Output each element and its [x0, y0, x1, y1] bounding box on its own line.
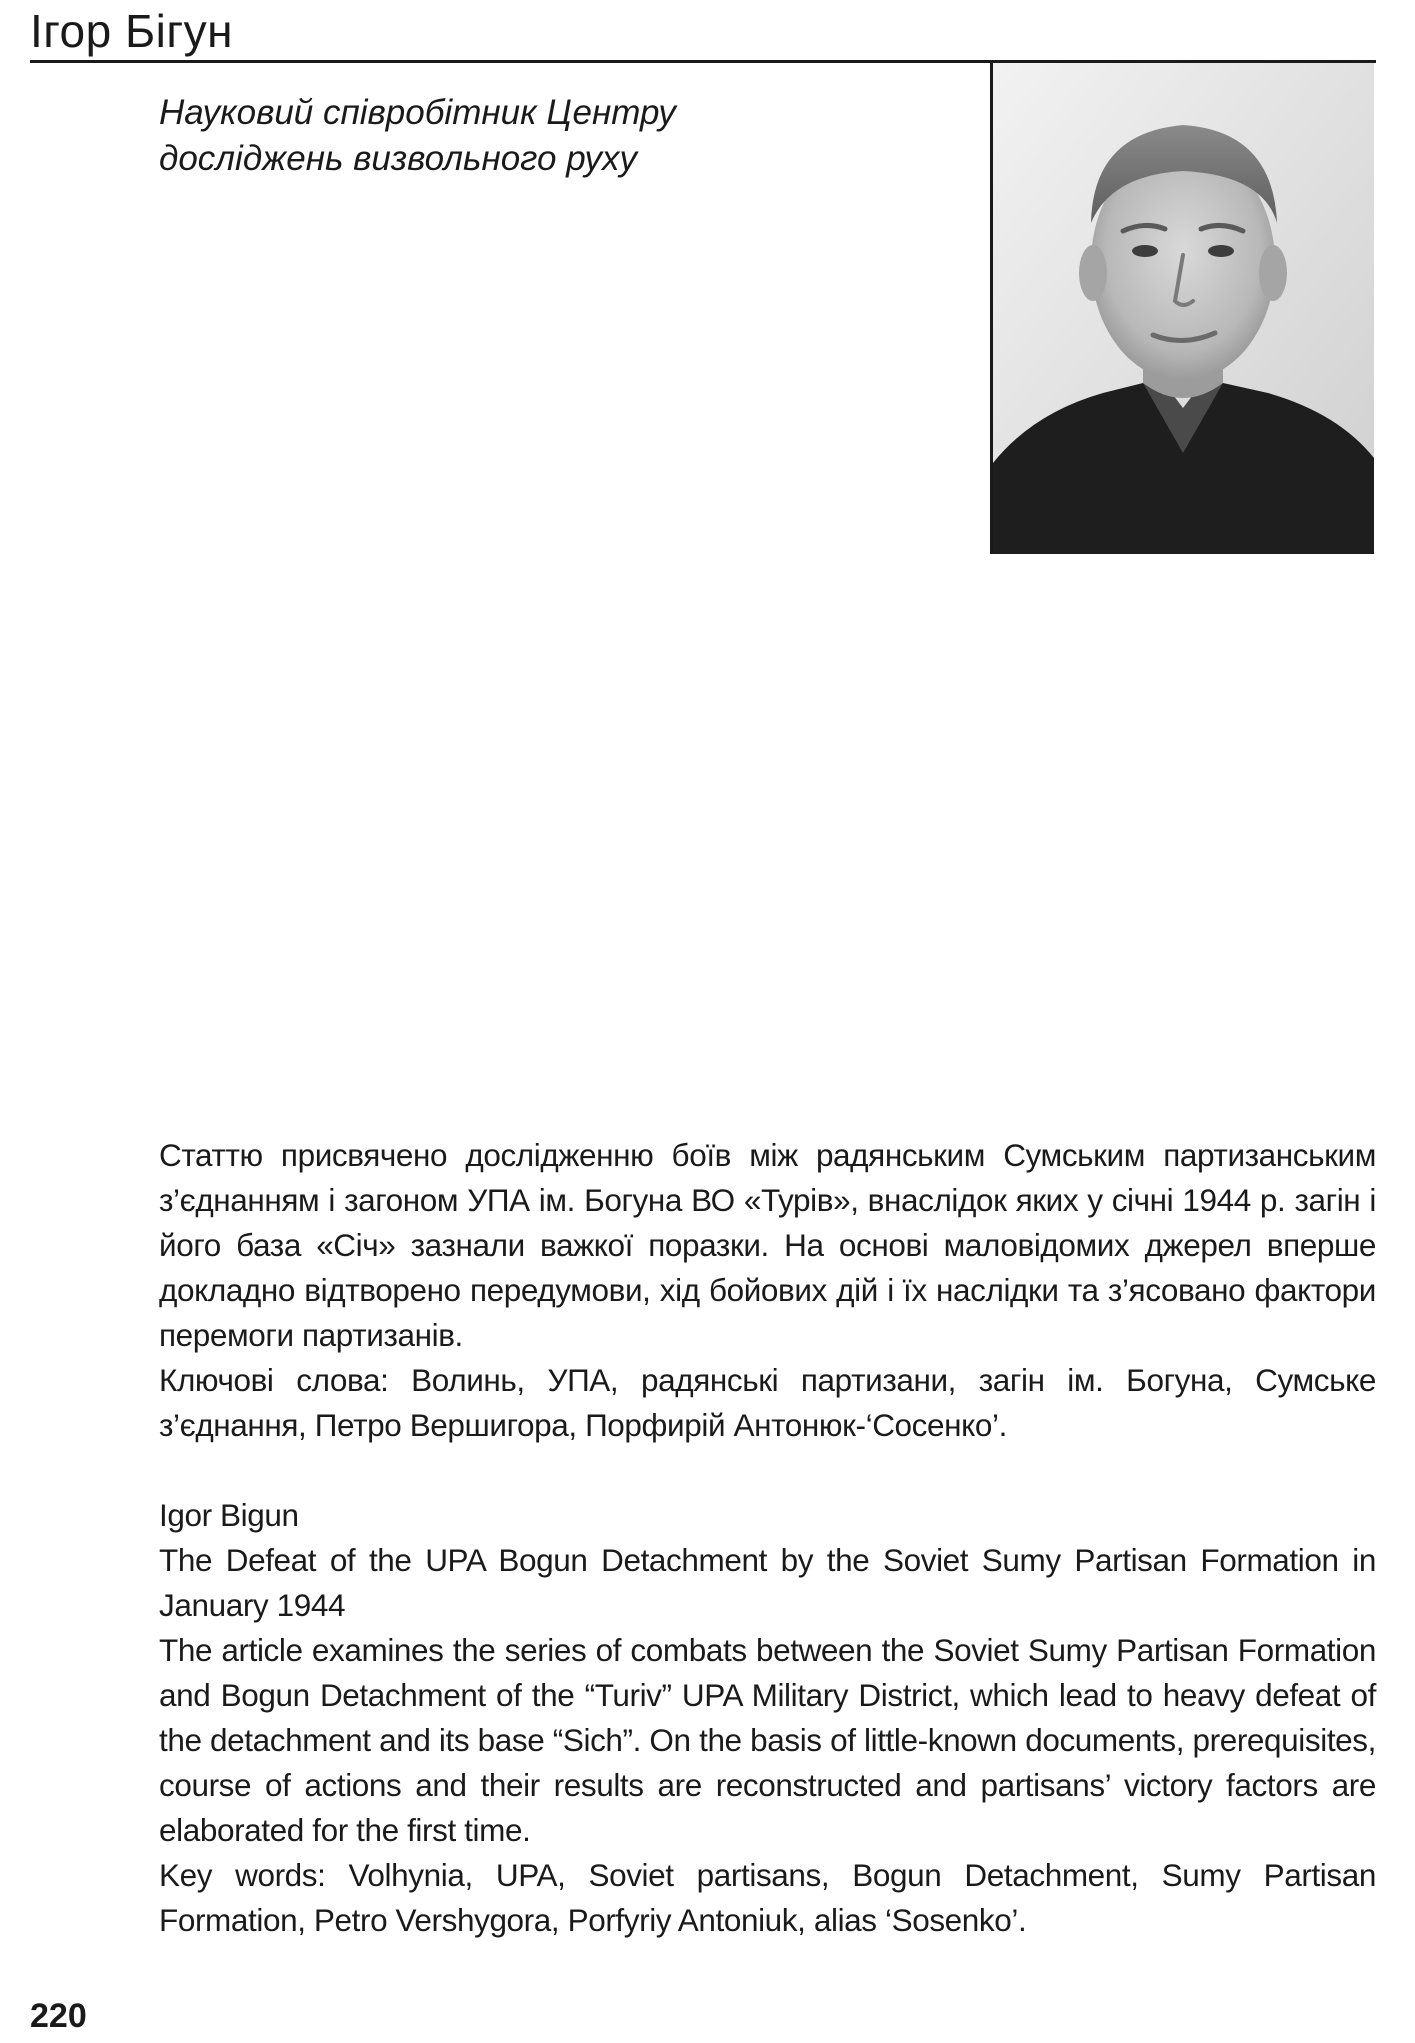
author-portrait-photo: [990, 63, 1374, 554]
affiliation-line-2: досліджень визвольного руху: [159, 139, 638, 178]
page-number: 220: [30, 1997, 87, 2035]
author-name: Ігор Бігун: [30, 5, 234, 57]
affiliation-line-1: Науковий співробітник Центру: [159, 93, 676, 132]
abstract-uk-text: Статтю присвячено дослідженню боїв між радянським Сумським партизанським з’єднанням і загоном УПА ім. Богуна ВО «Турів», внаслідок яких у січні 1944 р. загін і його база «Січ» зазнали важкої поразки. На основі маловідомих джерел вперше докладно відтворено передумови, хід бойових дій і їх наслідки та з’ясовано фактори перемоги партизанів.: [159, 1137, 1376, 1353]
abstract-uk-keywords: Ключові слова: Волинь, УПА, радянські партизани, загін ім. Богуна, Сумське з’єднання, Петро Вершигора, Порфирій Антонюк-‘Сосенко’.: [159, 1362, 1376, 1443]
abstract-en-text: The article examines the series of combats between the Soviet Sumy Partisan Formation and Bogun Detachment of the “Turiv” UPA Military District, which lead to heavy defeat of the detachment and its base “Sich”. On the basis of little-known documents, prerequisites, course of actions and their results are reconstructed and partisans’ victory factors are elaborated for the first time.: [159, 1632, 1376, 1848]
abstract-section: [159, 1133, 1376, 1943]
author-affiliation: [159, 90, 979, 182]
abstract-en-author: Igor Bigun: [159, 1497, 299, 1533]
abstract-en-keywords: Key words: Volhynia, UPA, Soviet partisans, Bogun Detachment, Sumy Partisan Formation, Petro Vershygora, Porfyriy Antoniuk, alias ‘Sosenko’.: [159, 1857, 1376, 1938]
abstract-en-title: The Defeat of the UPA Bogun Detachment by the Soviet Sumy Partisan Formation in January 1944: [159, 1542, 1376, 1623]
